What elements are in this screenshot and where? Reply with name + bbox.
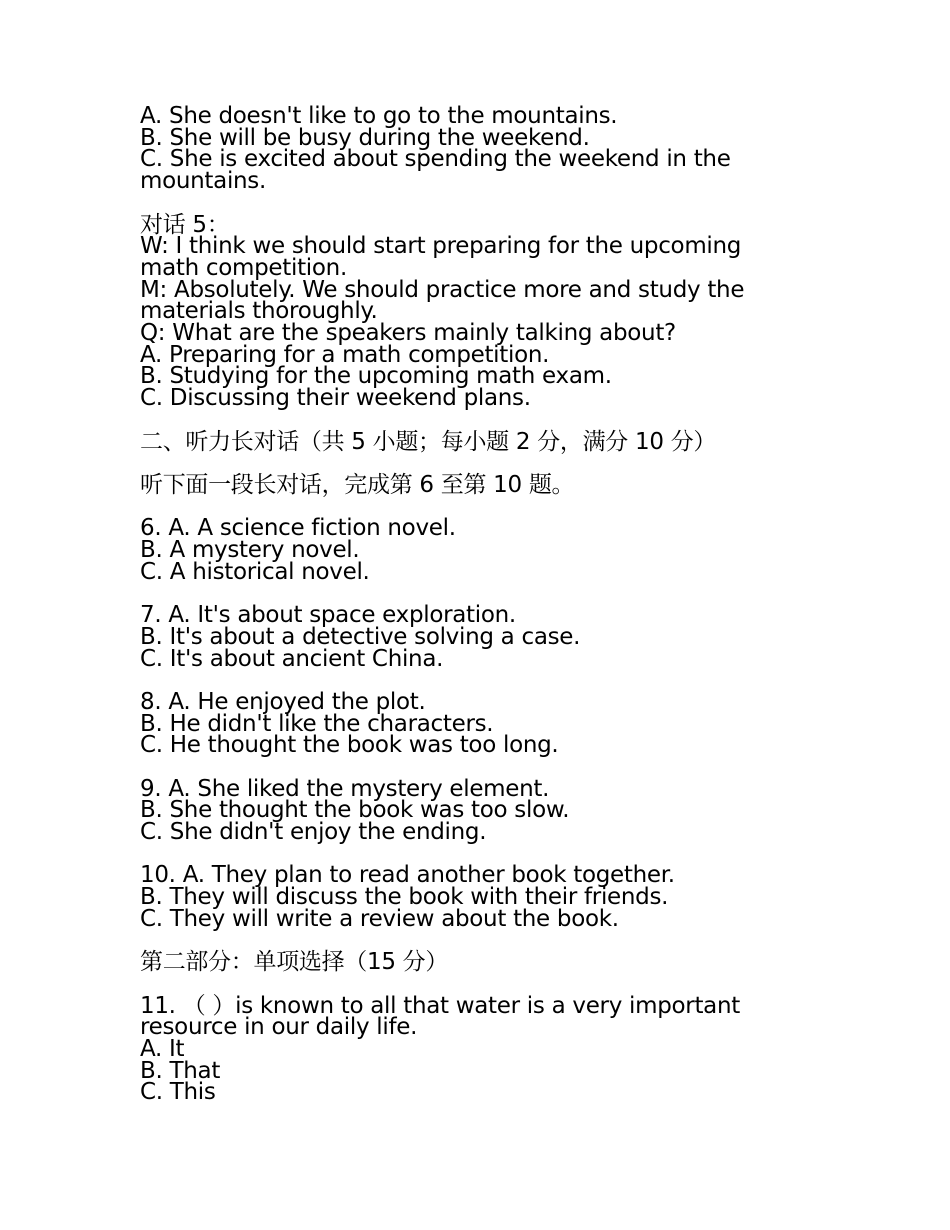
option-a: 10. A. They plan to read another book together.: [140, 862, 675, 889]
option-a: 6. A. A science fiction novel.: [140, 515, 456, 542]
option-c: C. It's about ancient China.: [140, 645, 444, 672]
option-b: B. Studying for the upcoming math exam.: [140, 363, 612, 390]
section-2-instruction: 听下面一段长对话，完成第 6 至第 10 题。: [140, 471, 575, 498]
option-c-line-1: C. She is excited about spending the weekend in the: [140, 146, 731, 173]
woman-line-2: math competition.: [140, 254, 347, 281]
man-line-1: M: Absolutely. We should practice more and study the: [140, 276, 745, 303]
question-11: [140, 992, 820, 1106]
part-2-title: 第二部分：单项选择（15 分）: [140, 949, 449, 976]
option-b: B. She will be busy during the weekend.: [140, 124, 590, 151]
option-a: 9. A. She liked the mystery element.: [140, 775, 550, 802]
question-line-1: 11. （ ）is known to all that water is a very important: [140, 992, 740, 1019]
option-c: C. A historical novel.: [140, 558, 370, 585]
question-line-2: resource in our daily life.: [140, 1014, 418, 1041]
option-b: B. It's about a detective solving a case.: [140, 623, 581, 650]
question-8: [140, 688, 820, 759]
dialog-4-options: [140, 103, 820, 195]
section-2-title: 二、听力长对话（共 5 小题；每小题 2 分，满分 10 分）: [140, 428, 717, 455]
man-line-2: materials thoroughly.: [140, 298, 378, 325]
option-c: C. This: [140, 1079, 216, 1106]
option-b: B. That: [140, 1057, 221, 1084]
question-10: [140, 862, 820, 932]
option-a: A. She doesn't like to go to the mountains.: [140, 103, 618, 129]
option-b: B. He didn't like the characters.: [140, 710, 494, 737]
dialog-5: [140, 211, 820, 412]
option-c: C. Discussing their weekend plans.: [140, 385, 531, 412]
option-c: C. She didn't enjoy the ending.: [140, 819, 487, 846]
question-6: [140, 515, 820, 585]
option-a: A. It: [140, 1036, 185, 1063]
option-c: C. He thought the book was too long.: [140, 732, 559, 759]
question-9: [140, 775, 820, 846]
question: Q: What are the speakers mainly talking about?: [140, 320, 676, 347]
dialog-label: 对话 5：: [140, 211, 230, 238]
option-b: B. She thought the book was too slow.: [140, 797, 570, 824]
option-a: 8. A. He enjoyed the plot.: [140, 688, 426, 715]
document-page: [140, 103, 820, 1126]
woman-line-1: W: I think we should start preparing for the upcoming: [140, 233, 742, 260]
option-b: B. They will discuss the book with their friends.: [140, 884, 669, 911]
option-a: 7. A. It's about space exploration.: [140, 602, 516, 629]
option-b: B. A mystery novel.: [140, 537, 360, 563]
option-c-line-2: mountains.: [140, 168, 267, 195]
question-7: [140, 602, 820, 672]
option-c: C. They will write a review about the book.: [140, 905, 619, 932]
option-a: A. Preparing for a math competition.: [140, 341, 550, 368]
